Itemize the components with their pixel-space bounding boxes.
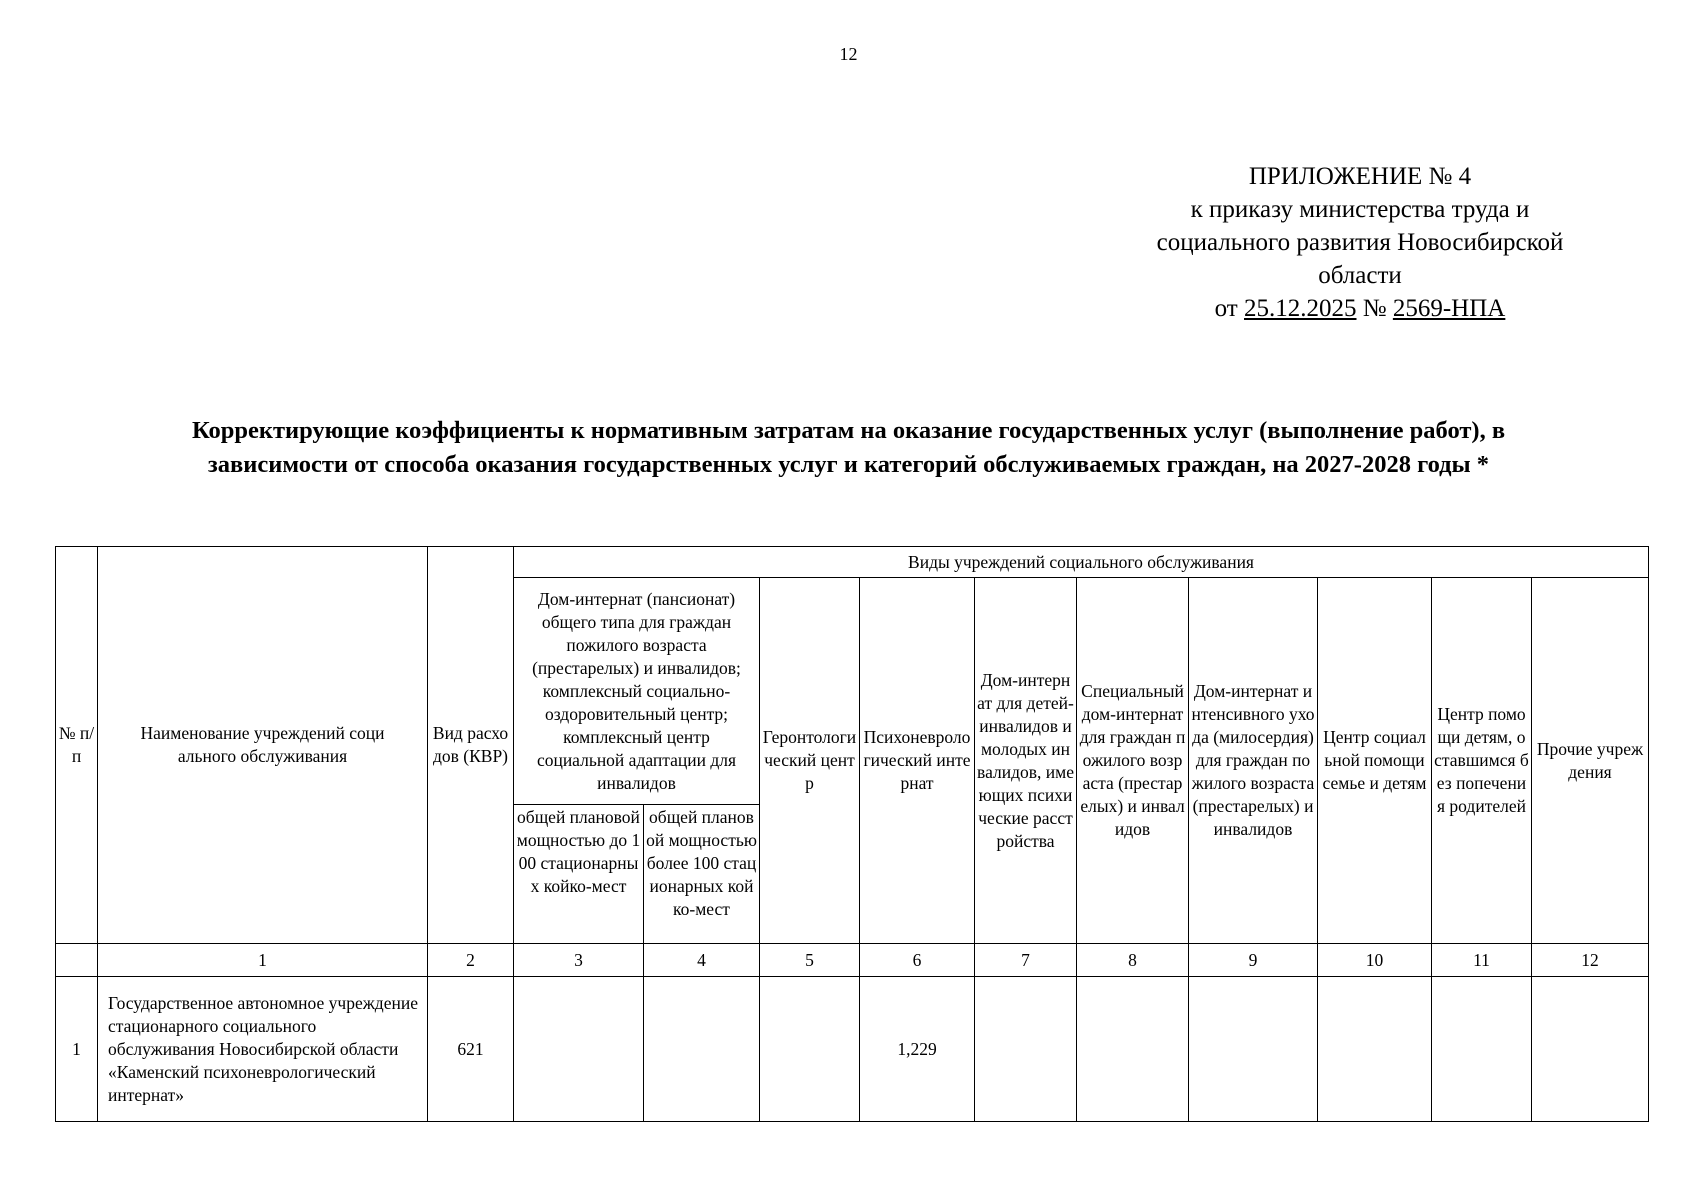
header-col-3-4: Дом-интернат (пансионат) общего типа для граждан пожилого возраста (престарелых) и инвалидов; комплексный социально-оздоровительный центр; комплексный центр социальной адаптации для инвалидов (514, 578, 760, 805)
date-prefix: от (1214, 295, 1238, 322)
header-num: № п/п (56, 547, 98, 944)
appendix-line: социального развития Новосибирской (1156, 229, 1564, 256)
cell-c11 (1432, 977, 1532, 1122)
column-number: 10 (1318, 944, 1432, 977)
header-col-11: Центр помощи детям, оставшимся без попечения родителей (1432, 578, 1532, 944)
header-kvr: Вид расходов (КВР) (428, 547, 514, 944)
title-line: зависимости от способа оказания государственных услуг и категорий обслуживаемых граждан, на 2027-2028 годы * (207, 451, 1490, 478)
header-row (56, 547, 1649, 578)
column-number-blank (56, 944, 98, 977)
order-date: 25.12.2025 (1244, 295, 1357, 322)
header-col-9: Дом-интернат интенсивного ухода (милосердия) для граждан пожилого возраста (престарелых) и инвалидов (1189, 578, 1318, 944)
column-number: 9 (1189, 944, 1318, 977)
cell-c5 (760, 977, 860, 1122)
header-col-4: общей плановой мощностью более 100 стационарных койко-мест (644, 805, 760, 944)
column-number: 8 (1077, 944, 1189, 977)
column-number: 6 (860, 944, 975, 977)
cell-c3 (514, 977, 644, 1122)
header-group: Виды учреждений социального обслуживания (514, 547, 1649, 578)
number-sign: № (1362, 295, 1387, 322)
cell-c10 (1318, 977, 1432, 1122)
column-number: 3 (514, 944, 644, 977)
cell-name: Государственное автономное учреждение стационарного социального обслуживания Новосибирской области «Каменский психоневрологический интернат» (98, 977, 428, 1122)
header-col-8: Специальный дом-интернат для граждан пожилого возраста (престарелых) и инвалидов (1077, 578, 1189, 944)
column-number: 4 (644, 944, 760, 977)
column-number-row (56, 944, 1649, 977)
order-number: 2569-НПА (1392, 295, 1506, 322)
cell-c12 (1532, 977, 1649, 1122)
appendix-order-line (1130, 292, 1590, 325)
appendix-block (1130, 160, 1590, 325)
header-col-12: Прочие учреждения (1532, 578, 1649, 944)
header-col-3: общей плановой мощностью до 100 стационарных койко-мест (514, 805, 644, 944)
column-number: 11 (1432, 944, 1532, 977)
column-number: 12 (1532, 944, 1649, 977)
appendix-line: области (1318, 262, 1402, 289)
coefficients-table (55, 546, 1649, 1122)
header-col-7: Дом-интернат для детей-инвалидов и молодых инвалидов, имеющих психические расстройства (975, 578, 1077, 944)
cell-c7 (975, 977, 1077, 1122)
header-col-10: Центр социальной помощи семье и детям (1318, 578, 1432, 944)
header-name: Наименование учреждений социального обслуживания (98, 547, 428, 944)
column-number: 2 (428, 944, 514, 977)
cell-c9 (1189, 977, 1318, 1122)
column-number: 7 (975, 944, 1077, 977)
document-title (70, 414, 1627, 482)
table-row (56, 977, 1649, 1122)
appendix-line: к приказу министерства труда и (1190, 196, 1530, 223)
cell-c4 (644, 977, 760, 1122)
cell-num: 1 (56, 977, 98, 1122)
title-line: Корректирующие коэффициенты к нормативным затратам на оказание государственных услуг (выполнение работ), в (191, 417, 1506, 444)
column-number: 1 (98, 944, 428, 977)
cell-kvr: 621 (428, 977, 514, 1122)
header-col-6: Психоневрологический интернат (860, 578, 975, 944)
cell-c6: 1,229 (860, 977, 975, 1122)
appendix-title: ПРИЛОЖЕНИЕ № 4 (1248, 163, 1472, 190)
page-number: 12 (839, 44, 858, 64)
header-col-5: Геронтологический центр (760, 578, 860, 944)
column-number: 5 (760, 944, 860, 977)
cell-c8 (1077, 977, 1189, 1122)
